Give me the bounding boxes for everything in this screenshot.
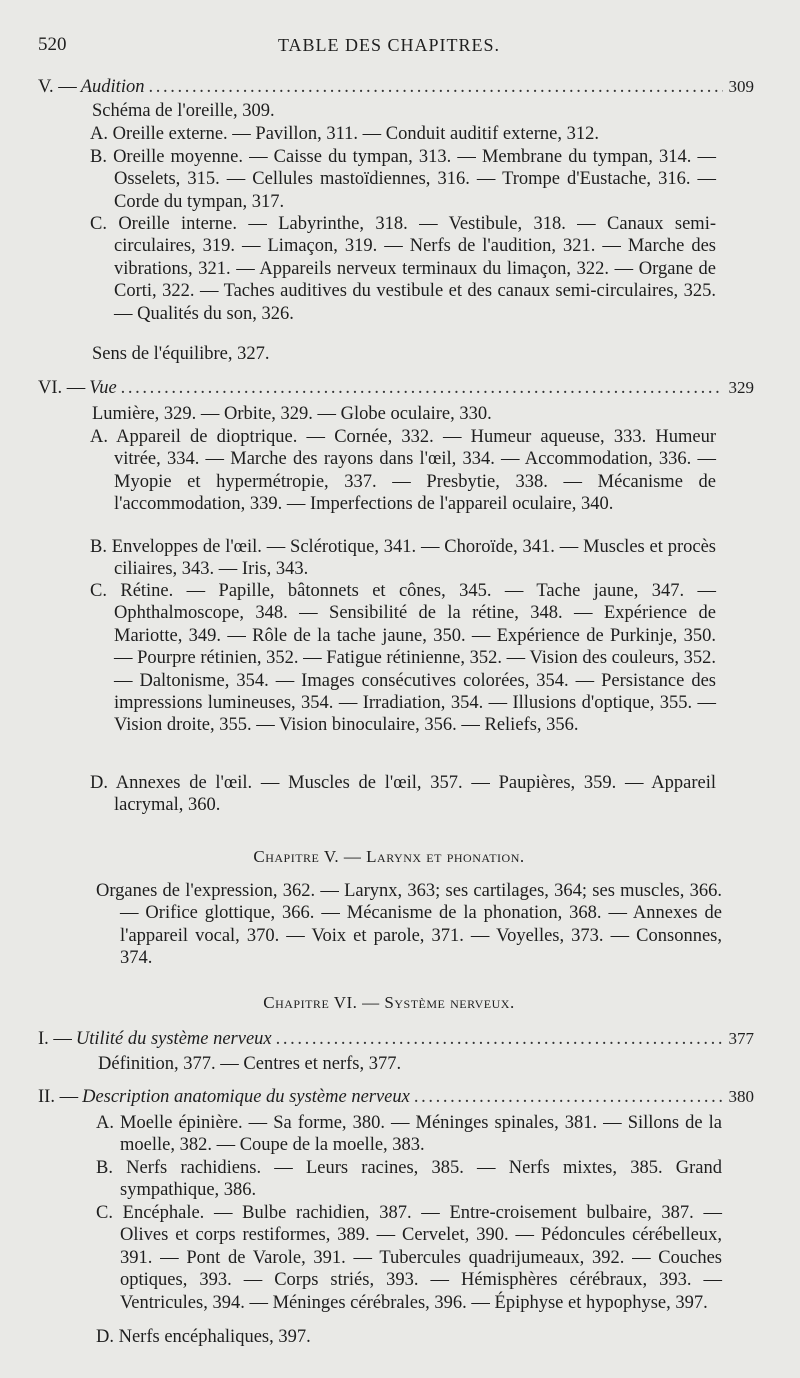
toc-paragraph: A. Oreille externe. — Pavillon, 311. — Conduit auditif externe, 312. (90, 124, 599, 144)
toc-entry-vue[interactable] (38, 377, 754, 399)
section-number: V. — (38, 77, 77, 97)
chapter-heading[interactable]: Chapitre VI. — Système nerveux. (263, 993, 515, 1012)
toc-paragraph: C. Oreille interne. — Labyrinthe, 318. — Vestibule, 318. — Canaux semi-circulaires, 319. — Limaçon, 319. — Nerfs de l'audition, 321. — Marche des vibrations, 321. — Appareils nerveux terminaux du limaçon, 322. — Organe de Corti, 322. — Taches auditives du vestibule et des canaux semi-circulaires, 325. — Qualités du son, 326. (90, 214, 716, 324)
section-title: Description anatomique du système nerveux (82, 1087, 410, 1107)
chapter-heading[interactable]: Chapitre V. — Larynx et phonation. (253, 847, 525, 866)
section-title: Utilité du système nerveux (75, 1029, 272, 1049)
toc-paragraph: A. Moelle épinière. — Sa forme, 380. — Méninges spinales, 381. — Sillons de la moelle, 382. — Coupe de la moelle, 383. (96, 1113, 722, 1156)
toc-paragraph: Sens de l'équilibre, 327. (92, 344, 270, 364)
toc-paragraph: C. Rétine. — Papille, bâtonnets et cônes, 345. — Tache jaune, 347. — Ophthalmoscope, 348. — Sensibilité de la rétine, 348. — Expérience de Mariotte, 349. — Rôle de la tache jaune, 350. — Expérience de Purkinje, 350. — Pourpre rétinien, 352. — Fatigue rétinienne, 352. — Vision des couleurs, 352. — Daltonisme, 354. — Images consécutives colorées, 354. — Persistance des impressions lumineuses, 354. — Irradiation, 354. — Illusions d'optique, 355. — Vision droite, 355. — Vision binoculaire, 356. — Reliefs, 356. (90, 581, 716, 736)
toc-paragraph: D. Nerfs encéphaliques, 397. (96, 1327, 311, 1347)
toc-paragraph: C. Encéphale. — Bulbe rachidien, 387. — Entre-croisement bulbaire, 387. — Olives et corps restiformes, 389. — Cervelet, 390. — Pédoncules cérébelleux, 391. — Pont de Varole, 391. — Tubercules quadrijumeaux, 392. — Couches optiques, 393. — Corps striés, 393. — Hémisphères cérébraux, 393. — Ventricules, 394. — Méninges cérébrales, 396. — Épiphyse et hypophyse, 397. (96, 1203, 722, 1313)
section-number: I. — (38, 1029, 72, 1049)
page-number: 520 (38, 34, 67, 55)
section-number: VI. — (38, 378, 86, 398)
section-page: 329 (728, 378, 754, 397)
toc-entry-audition[interactable] (38, 76, 754, 98)
toc-paragraph: B. Enveloppes de l'œil. — Sclérotique, 341. — Choroïde, 341. — Muscles et procès ciliaires, 343. — Iris, 343. (90, 537, 716, 580)
page-header (38, 34, 740, 58)
toc-paragraph: B. Oreille moyenne. — Caisse du tympan, 313. — Membrane du tympan, 314. — Osselets, 315. — Cellules mastoïdiennes, 316. — Trompe d'Eustache, 316. — Corde du tympan, 317. (90, 147, 716, 212)
section-title: Vue (89, 378, 117, 398)
section-page: 380 (728, 1087, 754, 1106)
toc-paragraph: Définition, 377. — Centres et nerfs, 377. (98, 1054, 402, 1074)
section-title: Audition (80, 77, 145, 97)
toc-paragraph: D. Annexes de l'œil. — Muscles de l'œil, 357. — Paupières, 359. — Appareil lacrymal, 360. (90, 773, 716, 816)
leader-dots (121, 377, 723, 399)
toc-entry-utilite[interactable] (38, 1028, 754, 1050)
section-page: 377 (728, 1029, 754, 1048)
leader-dots (148, 76, 722, 98)
toc-paragraph: B. Nerfs rachidiens. — Leurs racines, 385. — Nerfs mixtes, 385. Grand sympathique, 386. (96, 1158, 722, 1201)
toc-paragraph: A. Appareil de dioptrique. — Cornée, 332. — Humeur aqueuse, 333. Humeur vitrée, 334. — Marche des rayons dans l'œil, 334. — Accommodation, 336. — Myopie et hypermétropie, 337. — Presbytie, 338. — Mécanisme de l'accommodation, 339. — Imperfections de l'appareil oculaire, 340. (90, 427, 716, 515)
toc-paragraph: Schéma de l'oreille, 309. (92, 101, 275, 121)
running-title: TABLE DES CHAPITRES. (277, 35, 501, 55)
toc-paragraph: Lumière, 329. — Orbite, 329. — Globe oculaire, 330. (92, 404, 492, 424)
section-number: II. — (38, 1087, 79, 1107)
leader-dots (276, 1028, 723, 1050)
toc-entry-description-anatomique[interactable] (38, 1086, 754, 1108)
toc-paragraph: Organes de l'expression, 362. — Larynx, 363; ses cartilages, 364; ses muscles, 366. — Orifice glottique, 366. — Mécanisme de la phonation, 368. — Annexes de l'appareil vocal, 370. — Voix et parole, 371. — Voyelles, 373. — Consonnes, 374. (96, 881, 722, 969)
leader-dots (414, 1086, 723, 1108)
section-page: 309 (728, 77, 754, 96)
